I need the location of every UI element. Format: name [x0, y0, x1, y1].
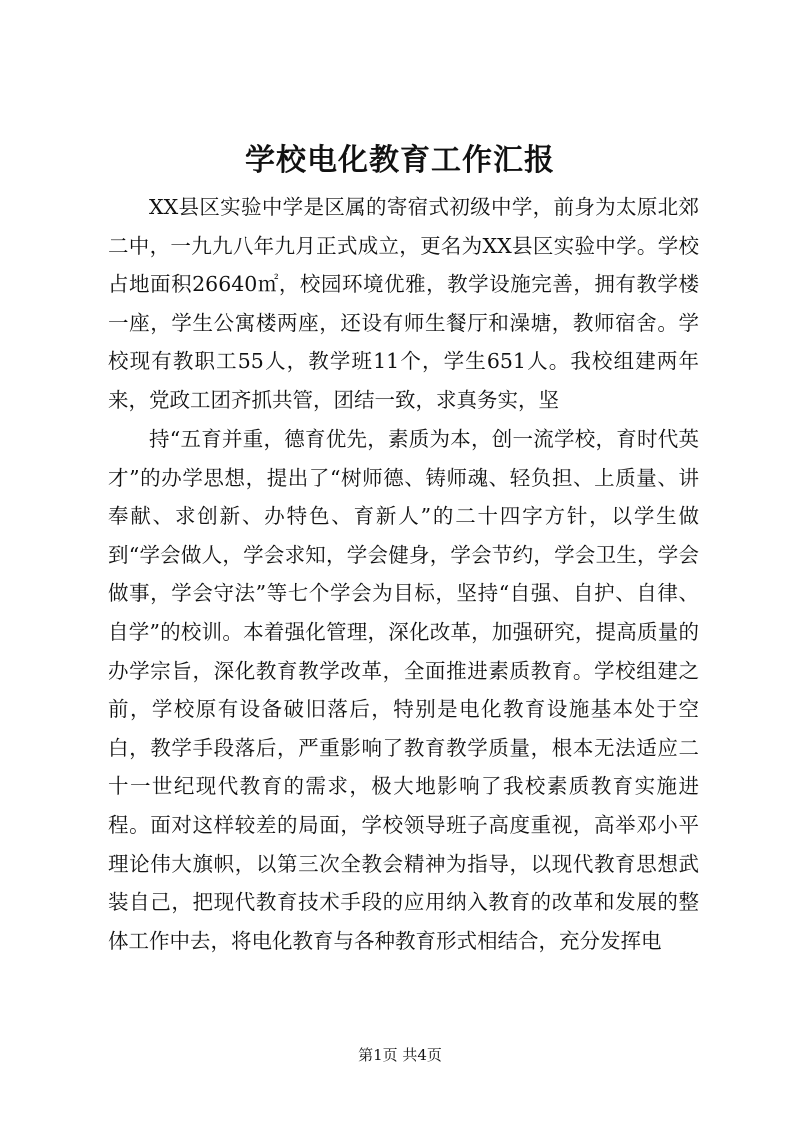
body-paragraph-1: XX县区实验中学是区属的寄宿式初级中学，前身为太原北郊二中，一九九八年九月正式成立，更名为XX县区实验中学。学校占地面积26640㎡，校园环境优雅，教学设施完善，拥有教学楼一座，学生公寓楼两座，还设有师生餐厅和澡塘，教师宿舍。学校现有教职工55人，教学班11个，学生651人。我校组建两年来，党政工团齐抓共管，团结一致，求真务实，坚: [108, 195, 699, 412]
document-title: 学校电化教育工作汇报: [245, 143, 555, 178]
page-footer: 第1页 共4页: [358, 1046, 442, 1064]
body-paragraph-2: 持“五育并重，德育优先，素质为本，创一流学校，育时代英才”的办学思想，提出了“树师德、铸师魂、轻负担、上质量、讲奉献、求创新、办特色、育新人”的二十四字方针，以学生做到“学会做人，学会求知，学会健身，学会节约，学会卫生，学会做事，学会守法”等七个学会为目标，坚持“自强、自护、自律、自学”的校训。本着强化管理，深化改革，加强研究，提高质量的办学宗旨，深化教育教学改革，全面推进素质教育。学校组建之前，学校原有设备破旧落后，特别是电化教育设施基本处于空白，教学手段落后，严重影响了教育教学质量，根本无法适应二十一世纪现代教育的需求，极大地影响了我校素质教育实施进程。面对这样较差的局面，学校领导班子高度重视，高举邓小平理论伟大旗帜，以第三次全教会精神为指导，以现代教育思想武装自己，把现代教育技术手段的应用纳入教育的改革和发展的整体工作中去，将电化教育与各种教育形式相结合，充分发挥电: [108, 427, 699, 953]
